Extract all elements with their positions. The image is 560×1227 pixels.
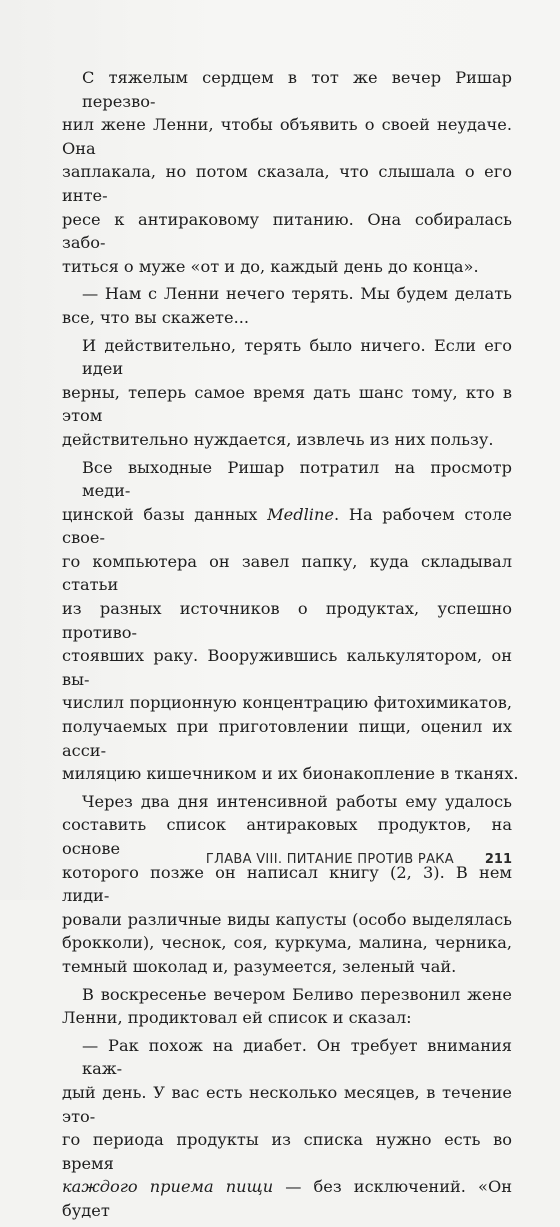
text-line: миляцию кишечником и их бионакопление в тканях. — [62, 764, 519, 784]
text-line: го периода продукты из списка нужно есть во время — [62, 1130, 512, 1173]
body-text — [62, 66, 519, 1227]
text-line: темный шоколад и, разумеется, зеленый чай. — [62, 956, 457, 976]
text-line: В воскресенье вечером Беливо перезвонил жене — [82, 984, 512, 1004]
text-line-with-italic — [62, 503, 512, 550]
text-line: все, что вы скажете... — [62, 307, 250, 327]
text-line: брокколи), чеснок, соя, куркума, малина, черника, — [62, 933, 512, 953]
text-line: — Нам с Ленни нечего терять. Мы будем делать — [82, 284, 512, 304]
text-line: И действительно, терять было ничего. Если его идеи — [82, 335, 512, 379]
text-line: которого позже он написал книгу (2, 3). В нем лиди- — [62, 862, 512, 906]
text-line: числил порционную концентрацию фитохимикатов, — [62, 693, 512, 713]
text-line: — Рак похож на диабет. Он требует внимания каж- — [82, 1035, 512, 1079]
text-line: стоявших раку. Вооружившись калькулятором, он вы- — [62, 646, 512, 689]
text-line: Через два дня интенсивной работы ему удалось — [82, 791, 512, 811]
text-line: заплакала, но потом сказала, что слышала о его инте- — [62, 162, 512, 205]
text-line: го компьютера он завел папку, куда складывал статьи — [62, 551, 512, 595]
text-segment: цинской базы данных — [62, 504, 268, 524]
text-segment: . На рабочем столе свое- — [62, 504, 512, 548]
database-name: Medline — [267, 504, 334, 524]
paragraph-6 — [62, 983, 512, 1030]
page-footer — [62, 852, 512, 872]
text-line: ровали различные виды капусты (особо выделялась — [62, 909, 512, 929]
text-line: верны, теперь самое время дать шанс тому, кто в этом — [62, 382, 512, 426]
text-line: Все выходные Ришар потратил на просмотр меди- — [82, 457, 512, 501]
page-number: 211 — [484, 852, 512, 867]
text-line: титься о муже «от и до, каждый день до конца». — [62, 256, 479, 276]
text-line-with-italic — [62, 1175, 512, 1222]
paragraph-7 — [62, 1034, 512, 1223]
text-line: Ленни, продиктовал ей список и сказал: — [62, 1008, 412, 1028]
text-line: получаемых при приготовлении пищи, оценил их асси- — [62, 717, 512, 760]
text-line: нил жене Ленни, чтобы объявить о своей неудаче. Она — [62, 115, 512, 158]
text-line: составить список антираковых продуктов, на основе — [62, 815, 512, 858]
text-segment: — без исключений. «Он будет — [62, 1177, 512, 1220]
paragraph-1 — [62, 66, 512, 278]
emphasis-text: каждого приема пищи — [62, 1177, 274, 1197]
running-head: ГЛАВА VIII. ПИТАНИЕ ПРОТИВ РАКА — [205, 852, 454, 867]
paragraph-3 — [62, 334, 512, 452]
text-line: С тяжелым сердцем в тот же вечер Ришар перезво- — [82, 68, 512, 111]
paragraph-4 — [62, 456, 519, 786]
text-line: из разных источников о продуктах, успешно противо- — [62, 599, 512, 642]
text-line: дый день. У вас есть несколько месяцев, в течение это- — [62, 1082, 512, 1126]
paragraph-2 — [62, 282, 512, 329]
paragraph-5 — [62, 790, 512, 979]
text-line: действительно нуждается, извлечь из них пользу. — [62, 429, 494, 449]
text-line: ресе к антираковому питанию. Она собиралась забо- — [62, 209, 512, 253]
